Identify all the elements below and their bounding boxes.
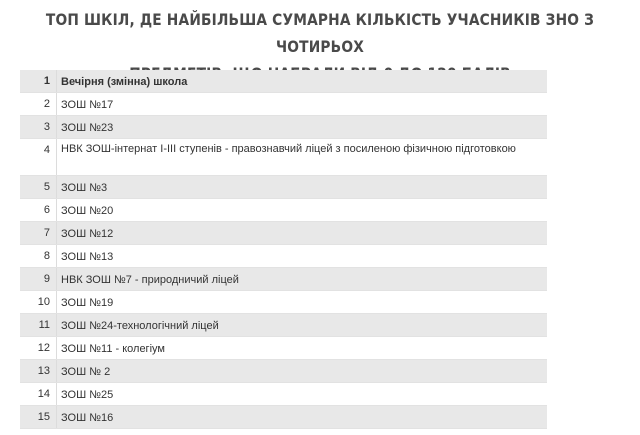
- table-row: [20, 176, 547, 199]
- row-number: 5: [43, 181, 50, 193]
- school-name: ЗОШ №16: [56, 406, 547, 428]
- table-row: [20, 199, 547, 222]
- table-row: [20, 245, 547, 268]
- row-number: 15: [37, 411, 50, 423]
- school-name: НВК ЗОШ №7 - природничий ліцей: [56, 268, 547, 290]
- table-row: [20, 93, 547, 116]
- table-row: [20, 314, 547, 337]
- table-row: [20, 291, 547, 314]
- row-number: 9: [43, 273, 50, 285]
- table-row: [20, 406, 547, 429]
- row-number: 2: [43, 98, 50, 110]
- table-row: [20, 70, 547, 93]
- school-name: ЗОШ №12: [56, 222, 547, 244]
- school-name: ЗОШ №24-технологічний ліцей: [56, 314, 547, 336]
- title-line-1: ТОП ШКІЛ, ДЕ НАЙБІЛЬША СУМАРНА КІЛЬКІСТЬ УЧАСНИКІВ ЗНО З ЧОТИРЬОХ: [45, 10, 595, 56]
- row-number: 6: [43, 204, 50, 216]
- table-row: [20, 268, 547, 291]
- school-name: ЗОШ №25: [56, 383, 547, 405]
- table-row: [20, 337, 547, 360]
- row-number: 8: [43, 250, 50, 262]
- school-name: ЗОШ № 2: [56, 360, 547, 382]
- row-number: 12: [37, 342, 50, 354]
- table-row: [20, 222, 547, 245]
- table-row: [20, 116, 547, 139]
- school-name: ЗОШ №20: [56, 199, 547, 221]
- row-number: 13: [37, 365, 50, 377]
- row-number: 11: [38, 319, 50, 331]
- table-row: [20, 360, 547, 383]
- row-number: 7: [43, 227, 50, 239]
- school-name: ЗОШ №19: [56, 291, 547, 313]
- row-number: 10: [37, 296, 50, 308]
- row-number: 4: [43, 144, 50, 156]
- table-row: [20, 383, 547, 406]
- school-name: ЗОШ №17: [56, 93, 547, 115]
- school-name: Вечірня (змінна) школа: [56, 70, 547, 92]
- schools-table: [20, 70, 547, 429]
- row-number: 14: [37, 388, 50, 400]
- row-number: 3: [43, 121, 50, 133]
- row-number: 1: [43, 75, 50, 87]
- table-row: [20, 139, 547, 176]
- school-name: ЗОШ №3: [56, 176, 547, 198]
- school-name: ЗОШ №13: [56, 245, 547, 267]
- school-name: НВК ЗОШ-інтернат І-ІІІ ступенів - правознавчий ліцей з посиленою фізичною підготовкою: [56, 139, 547, 175]
- school-name: ЗОШ №11 - колегіум: [56, 337, 547, 359]
- school-name: ЗОШ №23: [56, 116, 547, 138]
